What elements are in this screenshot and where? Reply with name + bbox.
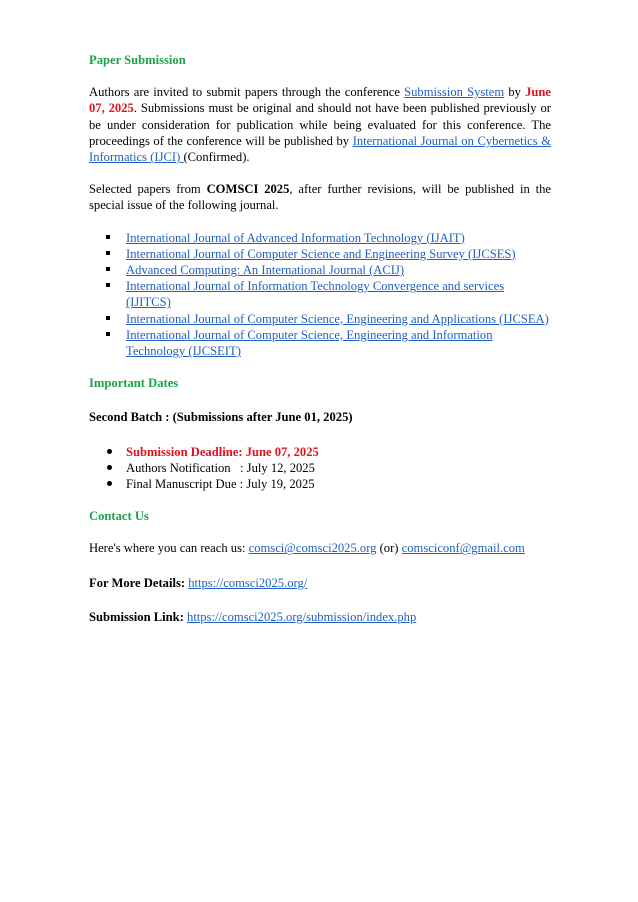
journal-link[interactable]: International Journal of Computer Science and Engineering Survey (IJCSES) — [126, 246, 516, 261]
deadline-inline: June 07, 2025 — [89, 85, 551, 116]
list-item — [89, 460, 551, 476]
journal-link[interactable]: International Journal of Computer Science, Engineering and Information Technology (IJCSEIT) — [126, 327, 493, 359]
submission-intro-paragraph — [89, 84, 551, 165]
contact-us-heading: Contact Us — [89, 509, 149, 524]
selected-text-2: , after further revisions, will be published in the special issue of the following journal. — [89, 182, 551, 213]
list-item — [89, 311, 551, 327]
journal-list — [89, 230, 551, 360]
journal-link[interactable]: International Journal of Computer Science, Engineering and Applications (IJCSEA) — [126, 311, 549, 326]
journal-link[interactable]: Advanced Computing: An International Journal (ACIJ) — [126, 263, 405, 278]
list-item — [89, 476, 551, 492]
email-link-secondary[interactable]: comsciconf@gmail.com — [401, 541, 525, 556]
intro-text-3: . Submissions must be original and should not have been published previously or be under consideration for publication while being evaluated for this conference. The proceedings of the conference will be published by — [89, 101, 551, 148]
round-bullet-icon — [107, 465, 112, 470]
final-manuscript-due: Final Manuscript Due : July 19, 2025 — [126, 477, 315, 492]
or-text: (or) — [376, 541, 402, 556]
conference-name: COMSCI 2025 — [206, 182, 290, 197]
square-bullet-icon — [106, 267, 110, 271]
square-bullet-icon — [106, 235, 110, 239]
document-page — [89, 52, 551, 625]
round-bullet-icon — [107, 449, 112, 454]
submission-link-label: Submission Link: — [89, 609, 184, 624]
square-bullet-icon — [106, 251, 110, 255]
square-bullet-icon — [106, 283, 110, 287]
reach-text: Here's where you can reach us: — [89, 541, 249, 556]
submission-system-link[interactable]: Submission System — [404, 85, 505, 100]
intro-text-4: (Confirmed). — [183, 150, 250, 165]
journal-link[interactable]: International Journal of Advanced Information Technology (IJAIT) — [126, 230, 465, 245]
contact-paragraph — [89, 540, 551, 556]
selected-papers-paragraph — [89, 181, 551, 213]
submission-link-line — [89, 609, 551, 625]
email-link-primary[interactable]: comsci@comsci2025.org — [248, 541, 377, 556]
list-item — [89, 246, 551, 262]
submission-deadline: Submission Deadline: June 07, 2025 — [126, 444, 319, 459]
selected-text-1: Selected papers from — [89, 182, 207, 197]
paper-submission-heading: Paper Submission — [89, 53, 186, 67]
intro-text-2: by — [504, 85, 526, 100]
more-details-label: For More Details: — [89, 575, 186, 590]
dates-list — [89, 444, 551, 493]
round-bullet-icon — [107, 481, 112, 486]
journal-link[interactable]: International Journal of Information Technology Convergence and services (IJITCS) — [126, 279, 505, 310]
list-item — [89, 262, 551, 278]
list-item — [89, 278, 551, 310]
submission-url-link[interactable]: https://comsci2025.org/submission/index.php — [187, 609, 417, 624]
square-bullet-icon — [106, 332, 110, 336]
square-bullet-icon — [106, 316, 110, 320]
list-item — [89, 230, 551, 246]
authors-notification: Authors Notification : July 12, 2025 — [126, 460, 315, 475]
website-link[interactable]: https://comsci2025.org/ — [188, 575, 308, 590]
second-batch-label: Second Batch : (Submissions after June 01, 2025) — [89, 410, 353, 425]
list-item — [89, 444, 551, 460]
important-dates-heading: Important Dates — [89, 376, 179, 391]
list-item — [89, 327, 551, 359]
ijci-journal-link[interactable]: International Journal on Cybernetics & Informatics (IJCI) — [89, 133, 551, 165]
intro-text-1: Authors are invited to submit papers through the conference — [89, 85, 405, 100]
more-details-line — [89, 575, 551, 591]
